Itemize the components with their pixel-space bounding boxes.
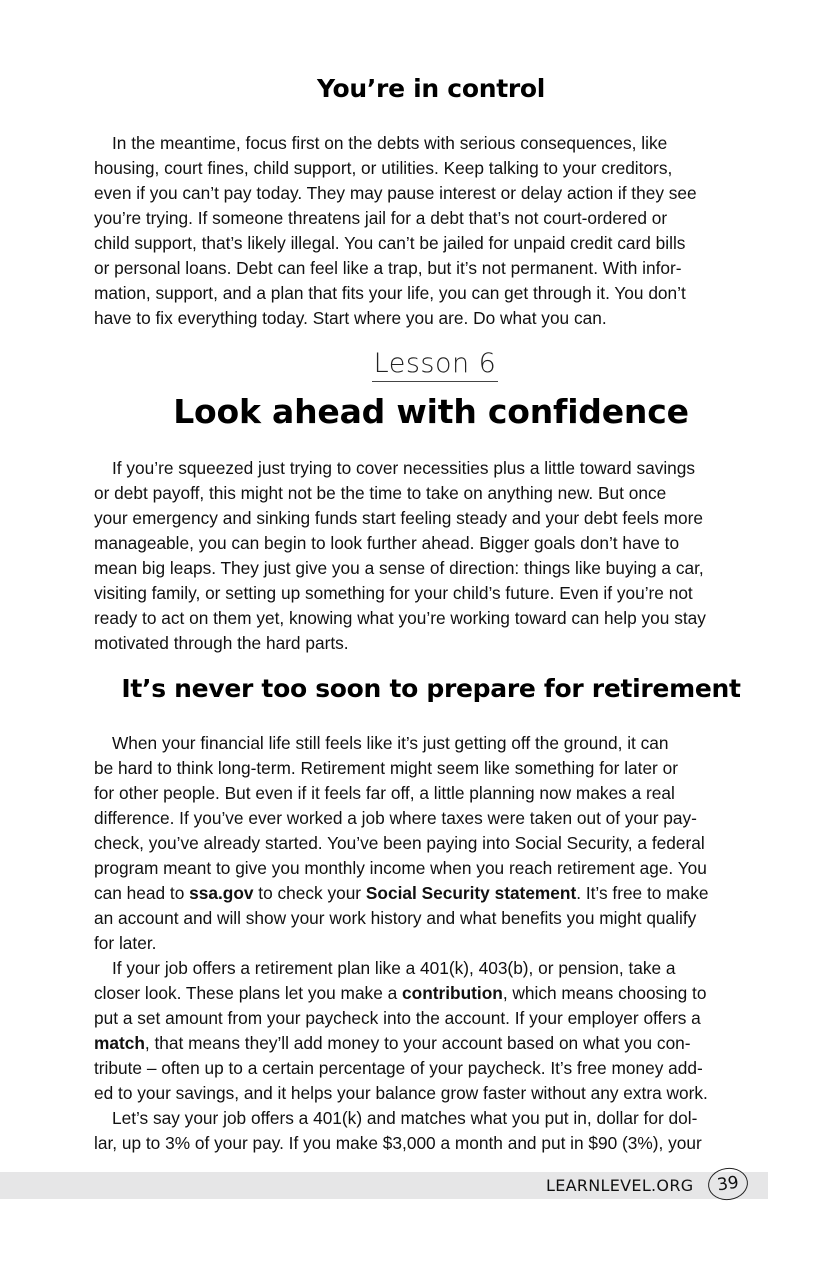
text-run: , which means choosing to [502, 983, 707, 1003]
text-line: Let’s say your job offers a 401(k) and matches what you put in, dollar for dol- [112, 1108, 698, 1128]
text-line: program meant to give you monthly income when you reach retirement age. You [94, 858, 707, 878]
text-line: check, you’ve already started. You’ve been paying into Social Security, a federal [94, 833, 705, 853]
social-security-statement-term: Social Security statement [365, 883, 577, 903]
lesson-title: Look ahead with confidence [173, 392, 689, 431]
text-line: In the meantime, focus first on the debts with serious consequences, like [112, 133, 668, 153]
text-line: put a set amount from your paycheck into the account. If your employer offers a [94, 1008, 701, 1028]
text-line: an account and will show your work history and what benefits you might qualify [94, 908, 697, 928]
text-line: have to fix everything today. Start where you are. Do what you can. [94, 308, 607, 328]
text-line: be hard to think long-term. Retirement might seem like something for later or [94, 758, 678, 778]
text-line: mean big leaps. They just give you a sense of direction: things like buying a car, [94, 558, 704, 578]
footer-site-name: LEARNLEVEL.ORG [546, 1176, 694, 1195]
section-heading-retirement: It’s never too soon to prepare for retirement [121, 674, 741, 703]
text-run: closer look. These plans let you make a [94, 983, 403, 1003]
text-line: you’re trying. If someone threatens jail for a debt that’s not court-ordered or [94, 208, 668, 228]
paragraph-retirement [94, 731, 774, 1156]
page-number: 39 [706, 1165, 750, 1202]
text-line: ed to your savings, and it helps your balance grow faster without any extra work. [94, 1083, 708, 1103]
text-line: your emergency and sinking funds start feeling steady and your debt feels more [94, 508, 704, 528]
text-line: housing, court fines, child support, or utilities. Keep talking to your creditors, [94, 158, 673, 178]
text-line: When your financial life still feels like it’s just getting off the ground, it can [112, 733, 669, 753]
contribution-term: contribution [402, 983, 503, 1003]
text-run: can head to [94, 883, 190, 903]
match-term: match [94, 1033, 145, 1053]
paragraph-in-control [94, 131, 774, 331]
text-line [94, 981, 774, 1006]
text-run: , that means they’ll add money to your account based on what you con- [144, 1033, 691, 1053]
text-line [94, 881, 774, 906]
text-line: manageable, you can begin to look further ahead. Bigger goals don’t have to [94, 533, 680, 553]
text-line: mation, support, and a plan that fits your life, you can get through it. You don’t [94, 283, 686, 303]
lesson-label: Lesson 6 [372, 348, 498, 382]
text-line: tribute – often up to a certain percentage of your paycheck. It’s free money add- [94, 1058, 703, 1078]
text-line: motivated through the hard parts. [94, 633, 349, 653]
section-heading-in-control: You’re in control [316, 74, 546, 103]
text-line: lar, up to 3% of your pay. If you make $3,000 a month and put in $90 (3%), your [94, 1133, 702, 1153]
text-line [94, 1031, 774, 1056]
paragraph-look-ahead [94, 456, 774, 656]
text-line: child support, that’s likely illegal. You can’t be jailed for unpaid credit card bills [94, 233, 686, 253]
text-line: If your job offers a retirement plan like a 401(k), 403(b), or pension, take a [112, 958, 676, 978]
text-line: or personal loans. Debt can feel like a trap, but it’s not permanent. With infor- [94, 258, 682, 278]
text-line: difference. If you’ve ever worked a job where taxes were taken out of your pay- [94, 808, 697, 828]
text-line: or debt payoff, this might not be the time to take on anything new. But once [94, 483, 667, 503]
text-line: for other people. But even if it feels far off, a little planning now makes a real [94, 783, 675, 803]
text-line: even if you can’t pay today. They may pause interest or delay action if they see [94, 183, 697, 203]
text-line: If you’re squeezed just trying to cover necessities plus a little toward savings [112, 458, 696, 478]
text-line: ready to act on them yet, knowing what you’re working toward can help you stay [94, 608, 706, 628]
text-line: visiting family, or setting up something for your child’s future. Even if you’re not [94, 583, 693, 603]
text-run: to check your [253, 883, 366, 903]
text-line: for later. [94, 933, 157, 953]
ssa-gov-term: ssa.gov [189, 883, 254, 903]
text-run: . It’s free to make [576, 883, 709, 903]
